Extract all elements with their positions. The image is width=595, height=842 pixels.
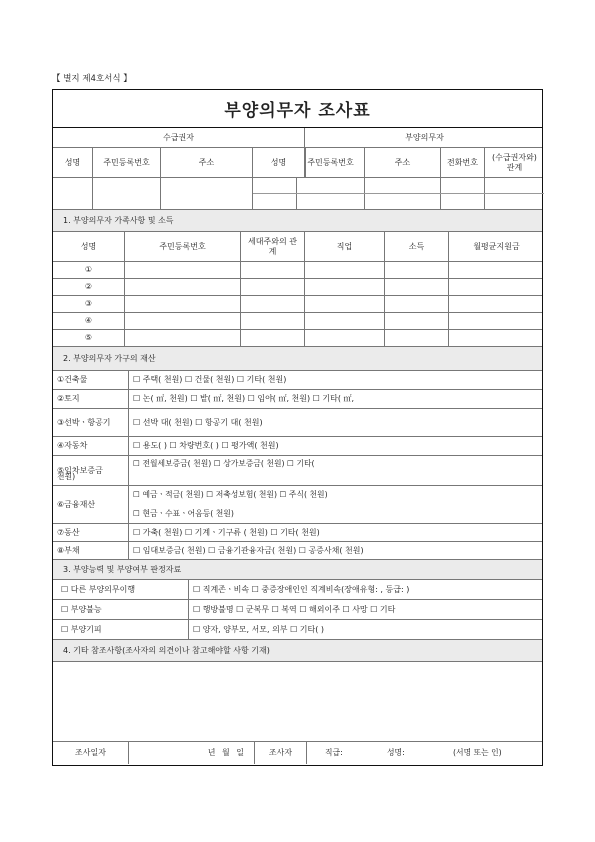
s1-row	[53, 262, 542, 279]
s1-col-name: 성명	[53, 232, 125, 261]
entry-recipient-name[interactable]	[53, 178, 93, 209]
s1-cell[interactable]	[449, 279, 544, 295]
footer-rank[interactable]: 직급:	[325, 748, 343, 757]
entry-divider	[253, 193, 544, 194]
s3-options[interactable]: ☐ 행방불명 ☐ 군복무 ☐ 복역 ☐ 해외이주 ☐ 사망 ☐ 기타	[193, 604, 396, 614]
footer-sign: (서명 또는 인)	[453, 748, 502, 757]
col-supporter-phone: 전화번호	[441, 148, 485, 177]
s2-options[interactable]: ☐ 용도( ) ☐ 차량번호( ) ☐ 평가액( 천원)	[133, 441, 279, 450]
s1-row-number: ①	[53, 262, 125, 278]
recipient-group-label: 수급권자	[53, 128, 305, 147]
s2-label: ⑦동산	[53, 524, 129, 541]
col-relation: (수급권자와) 관계	[492, 152, 537, 172]
s2-options-box	[129, 486, 544, 523]
s2-options-line[interactable]: ☐ 예금ㆍ적금( 천원) ☐ 저축성보험( 천원) ☐ 주식( 천원)	[133, 490, 328, 499]
s1-cell[interactable]	[241, 262, 305, 278]
s2-options-line[interactable]: ☐ 전월세보증금( 천원) ☐ 상가보증금( 천원) ☐ 기타(	[133, 459, 315, 468]
s2-options[interactable]: ☐ 논( ㎡, 천원) ☐ 밭( ㎡, 천원) ☐ 임야( ㎡, 천원) ☐ 기타( ㎡,	[133, 394, 355, 403]
s3-label[interactable]: ☐ 부양기피	[53, 620, 189, 639]
s1-row-number: ③	[53, 296, 125, 312]
s1-cell[interactable]	[305, 279, 385, 295]
footer-date-value[interactable]: 년 월 일	[129, 742, 255, 764]
s1-cell[interactable]	[385, 262, 449, 278]
form-title: 부양의무자 조사표	[53, 90, 542, 128]
s1-cell[interactable]	[385, 279, 449, 295]
col-supporter-name: 성명	[253, 148, 305, 177]
s1-cell[interactable]	[449, 313, 544, 329]
survey-form	[52, 89, 543, 766]
s2-row-ships	[53, 409, 542, 437]
entry-recipient-id[interactable]	[93, 178, 161, 209]
s2-label: ③선박ㆍ항공기	[53, 409, 129, 436]
s2-row-buildings	[53, 371, 542, 390]
s1-cell[interactable]	[125, 330, 241, 346]
s1-cell[interactable]	[241, 330, 305, 346]
s2-row-movables	[53, 524, 542, 542]
s1-row	[53, 279, 542, 296]
footer-investigator-label: 조사자	[255, 742, 307, 764]
s1-cell[interactable]	[305, 313, 385, 329]
s1-cell[interactable]	[449, 330, 544, 346]
s1-col-support: 월평균지원금	[473, 241, 520, 251]
s1-cell[interactable]	[305, 296, 385, 312]
col-recipient-address: 주소	[161, 148, 253, 177]
s1-cell[interactable]	[241, 296, 305, 312]
s3-label[interactable]: ☐ 다른 부양의무이행	[53, 580, 189, 599]
s2-row-deposit	[53, 456, 542, 486]
s2-options[interactable]: ☐ 가축( 천원) ☐ 기계ㆍ기구류 ( 천원) ☐ 기타( 천원)	[133, 527, 320, 537]
section1-header-row	[53, 232, 542, 262]
s1-cell[interactable]	[305, 262, 385, 278]
s2-options[interactable]: ☐ 선박 대( 천원) ☐ 항공기 대( 천원)	[133, 417, 263, 427]
s2-row-finance	[53, 486, 542, 524]
section3-title: 3. 부양능력 및 부양여부 판정자료	[53, 560, 542, 580]
section4-title: 4. 기타 참조사항(조사자의 의견이나 참고해야할 사항 기재)	[53, 640, 542, 662]
s2-label: ④자동차	[53, 437, 129, 455]
s2-label: ⑧부채	[53, 542, 129, 559]
header-columns-row	[53, 148, 542, 178]
s3-options[interactable]: ☐ 양자, 양부모, 서모, 의부 ☐ 기타( )	[193, 624, 325, 634]
s2-label: ⑤임차보증금	[53, 456, 129, 485]
supporter-group-label: 부양의무자	[405, 132, 444, 142]
col-recipient-name: 성명	[53, 148, 93, 177]
s2-row-land	[53, 390, 542, 409]
s2-label: ⑥금융재산	[53, 486, 129, 523]
s3-row-other-support	[53, 580, 542, 600]
s1-row	[53, 330, 542, 347]
s1-row-number: ⑤	[53, 330, 125, 346]
s2-row-vehicles	[53, 437, 542, 456]
s1-row	[53, 313, 542, 330]
s1-row-number: ④	[53, 313, 125, 329]
s2-options-line[interactable]: ☐ 현금ㆍ수표ㆍ어음등( 천원)	[133, 509, 234, 518]
col-supporter-address: 주소	[365, 148, 441, 177]
s2-label: ①건축물	[53, 371, 129, 389]
s2-options[interactable]: ☐ 임대보증금( 천원) ☐ 금융기관융자금( 천원) ☐ 공증사채( 천원)	[133, 545, 364, 555]
header-group-row	[53, 128, 542, 148]
s3-row-refuse	[53, 620, 542, 640]
s1-col-relation: 세대주와의 관계	[241, 232, 305, 261]
s3-row-unable	[53, 600, 542, 620]
section2-title: 2. 부양의무자 가구의 재산	[53, 347, 542, 371]
header-entry-row	[53, 178, 542, 210]
s1-col-job: 직업	[305, 232, 385, 261]
form-number-label: 【 별지 제4호서식 】	[52, 74, 132, 84]
s1-cell[interactable]	[241, 279, 305, 295]
s1-cell[interactable]	[125, 296, 241, 312]
col-supporter-id: 주민등록번호	[297, 148, 365, 177]
footer-name[interactable]: 성명:	[387, 748, 405, 757]
s1-cell[interactable]	[305, 330, 385, 346]
s1-cell[interactable]	[125, 262, 241, 278]
s4-notes-area[interactable]	[53, 662, 542, 742]
s2-options[interactable]: ☐ 주택( 천원) ☐ 건물( 천원) ☐ 기타( 천원)	[133, 375, 287, 384]
s3-label[interactable]: ☐ 부양불능	[53, 600, 189, 619]
s1-row	[53, 296, 542, 313]
s2-label: ②토지	[53, 390, 129, 408]
entry-recipient-address[interactable]	[161, 178, 253, 209]
s1-cell[interactable]	[125, 313, 241, 329]
s1-cell[interactable]	[449, 262, 544, 278]
s1-cell[interactable]	[385, 330, 449, 346]
s1-cell[interactable]	[125, 279, 241, 295]
col-recipient-id: 주민등록번호	[93, 148, 161, 177]
footer-signature-box	[307, 742, 544, 764]
s1-cell[interactable]	[385, 296, 449, 312]
footer-date-label: 조사일자	[53, 742, 129, 764]
s2-options-line[interactable]: 천원)	[57, 472, 76, 481]
s3-options[interactable]: ☐ 직계존ㆍ비속 ☐ 중증장애인인 직계비속(장애유형: , 등급: )	[193, 584, 410, 594]
footer-row	[53, 742, 542, 764]
s1-col-id: 주민등록번호	[125, 232, 241, 261]
s1-col-income: 소득	[385, 232, 449, 261]
s1-row-number: ②	[53, 279, 125, 295]
s1-cell[interactable]	[385, 313, 449, 329]
s2-row-debt	[53, 542, 542, 560]
s1-cell[interactable]	[241, 313, 305, 329]
section1-title: 1. 부양의무자 가족사항 및 소득	[53, 210, 542, 232]
s1-cell[interactable]	[449, 296, 544, 312]
